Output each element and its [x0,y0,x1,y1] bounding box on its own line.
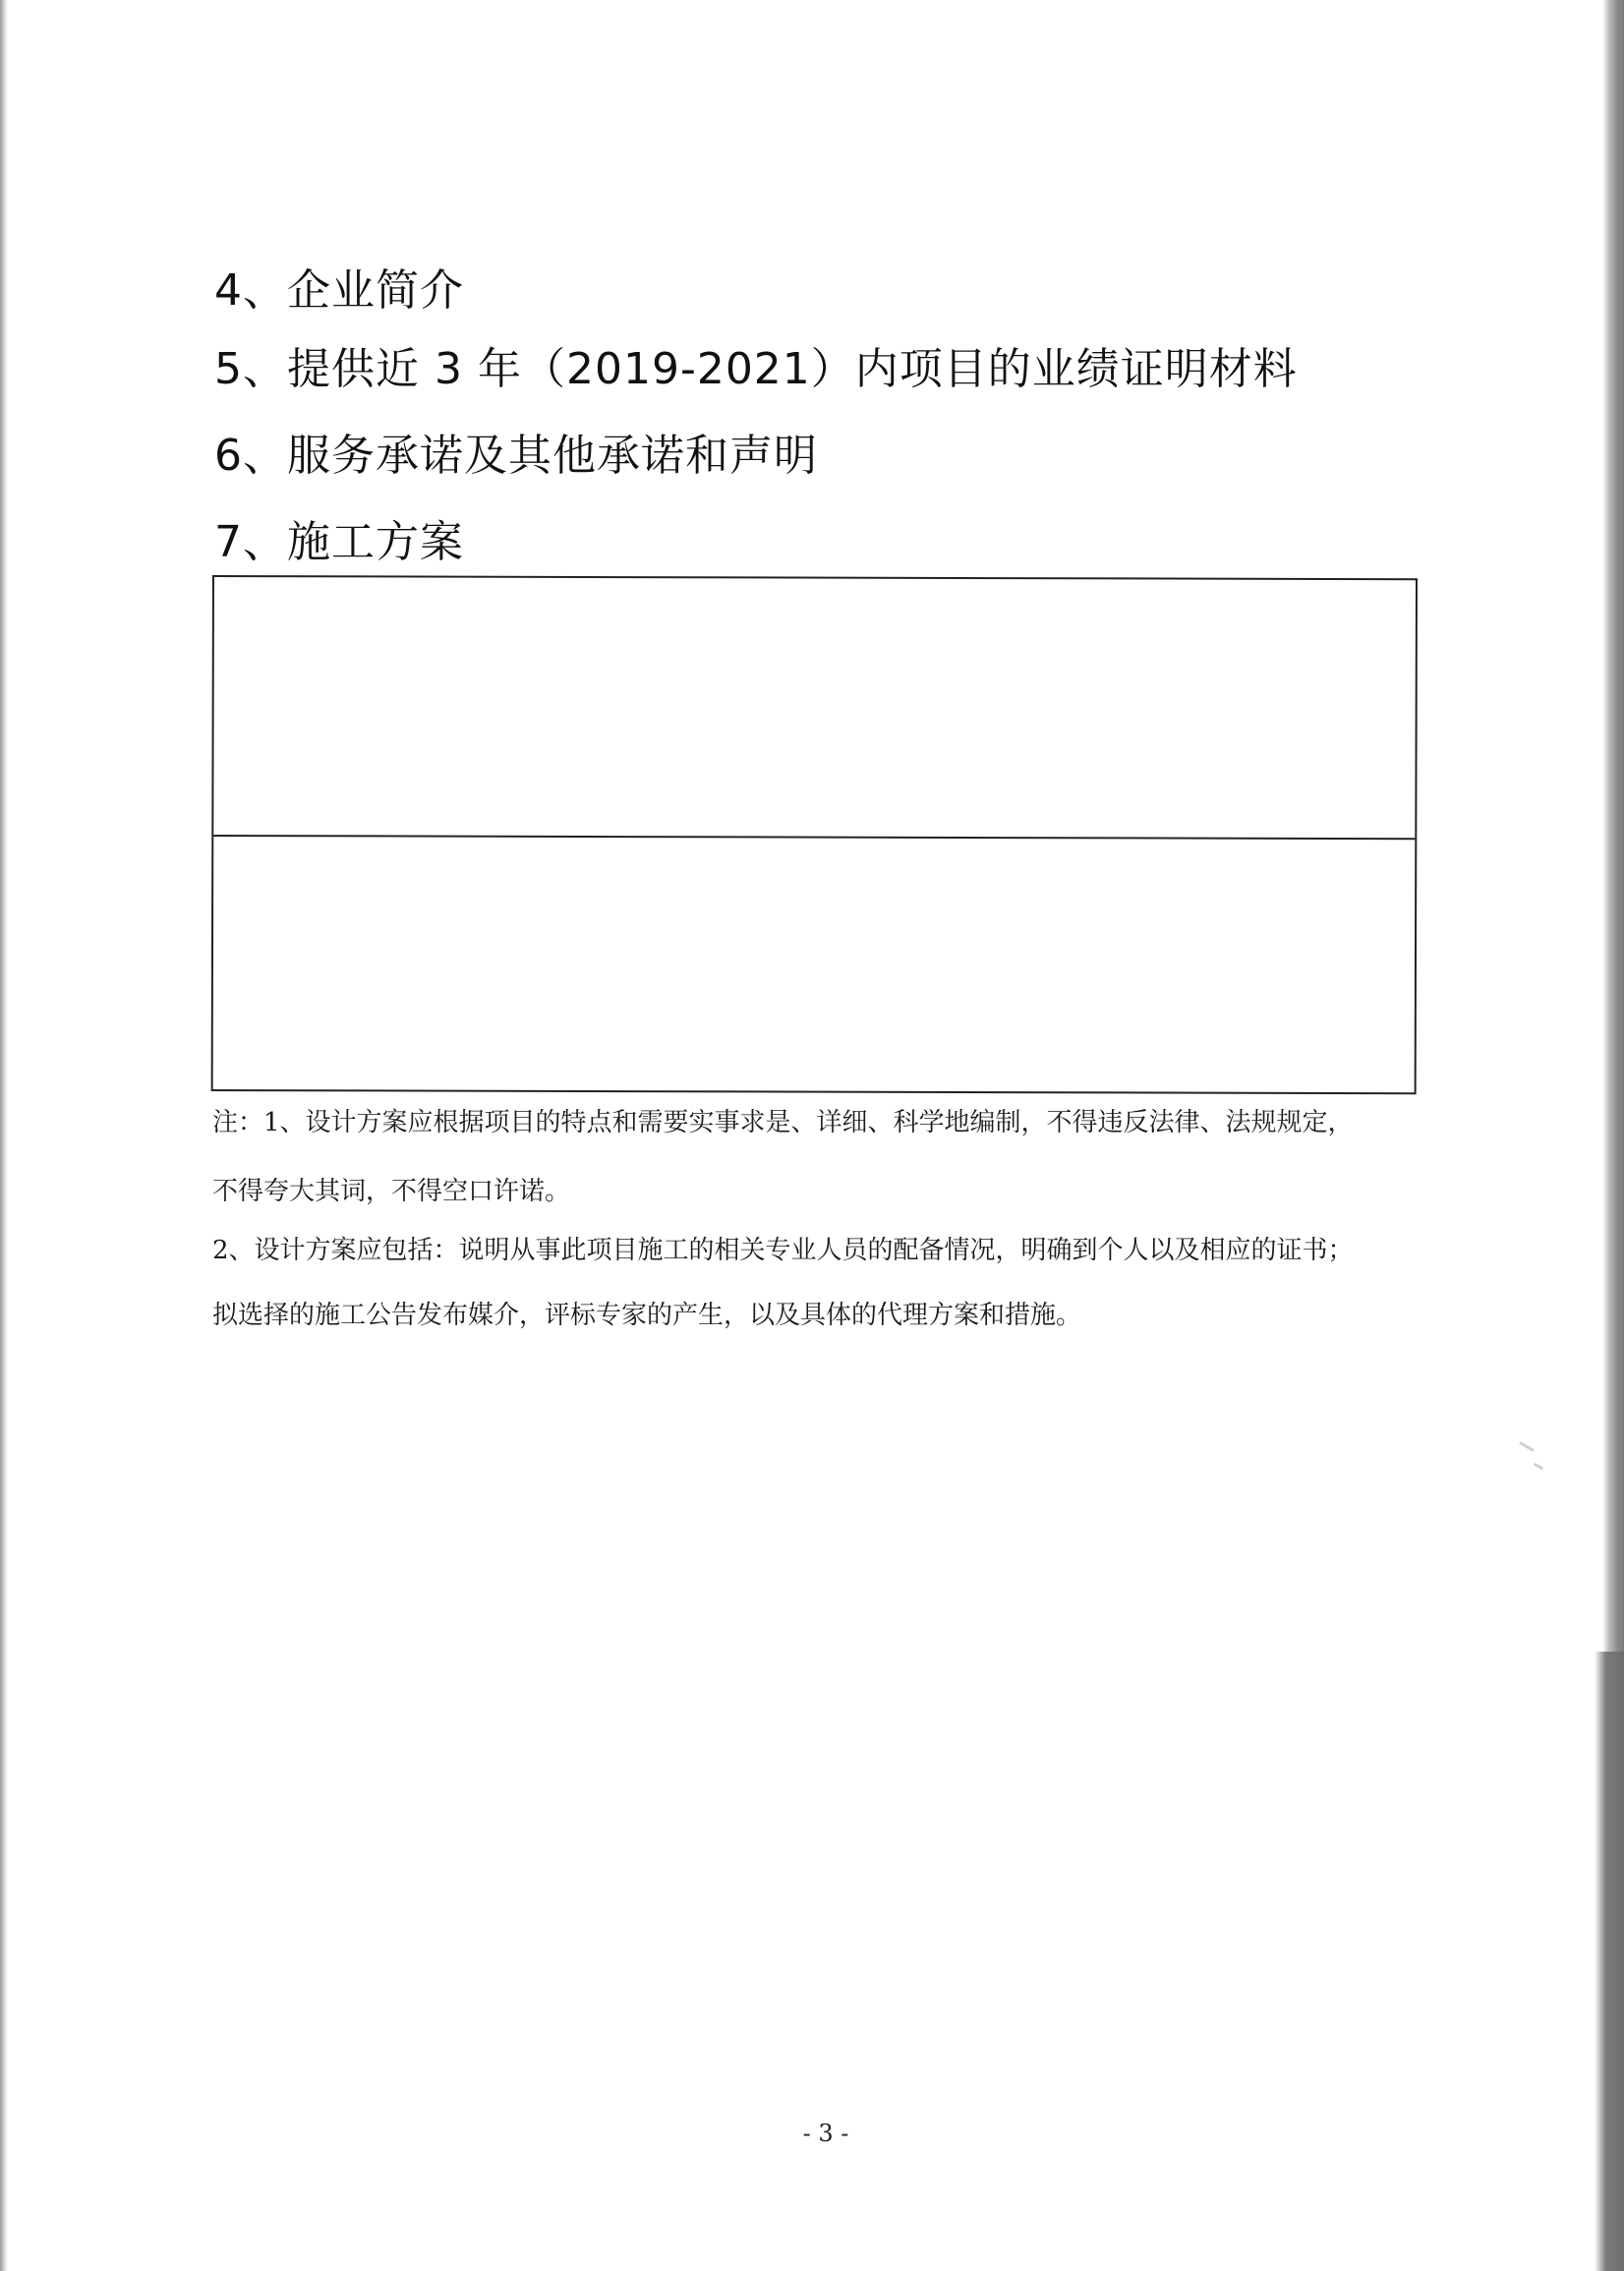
section-heading-7 [214,513,464,572]
section-title: 企业简介 [287,265,464,316]
section-number: 7、 [214,517,287,567]
note-line-4: 拟选择的施工公告发布媒介，评标专家的产生，以及具体的代理方案和措施。 [212,1301,1082,1330]
section-heading-4 [214,262,464,320]
scan-shadow-right-lower [1595,1652,1624,2271]
section-number: 5、 [214,344,287,394]
section-title: 服务承诺及其他承诺和声明 [287,431,818,481]
note-line-1: 注：1、设计方案应根据项目的特点和需要实事求是、详细、科学地编制，不得违反法律、法规规定， [212,1108,1354,1137]
page-number: - 3 - [802,2120,849,2147]
note-line-3: 2、设计方案应包括：说明从事此项目施工的相关专业人员的配备情况，明确到个人以及相应的证书； [212,1236,1354,1265]
scan-speck [1519,1441,1534,1452]
scan-shadow-left [0,0,8,2271]
section-number: 4、 [214,265,287,316]
plan-box-divider [213,835,1415,840]
section-number: 6、 [214,431,287,481]
section-title: 提供近 3 年（2019-2021）内项目的业绩证明材料 [287,344,1298,394]
section-heading-6 [214,427,818,486]
scan-speck [1534,1463,1543,1471]
construction-plan-box [211,575,1418,1094]
section-heading-5 [214,340,1298,399]
note-line-2: 不得夸大其词，不得空口许诺。 [212,1177,571,1206]
section-title: 施工方案 [287,517,464,567]
